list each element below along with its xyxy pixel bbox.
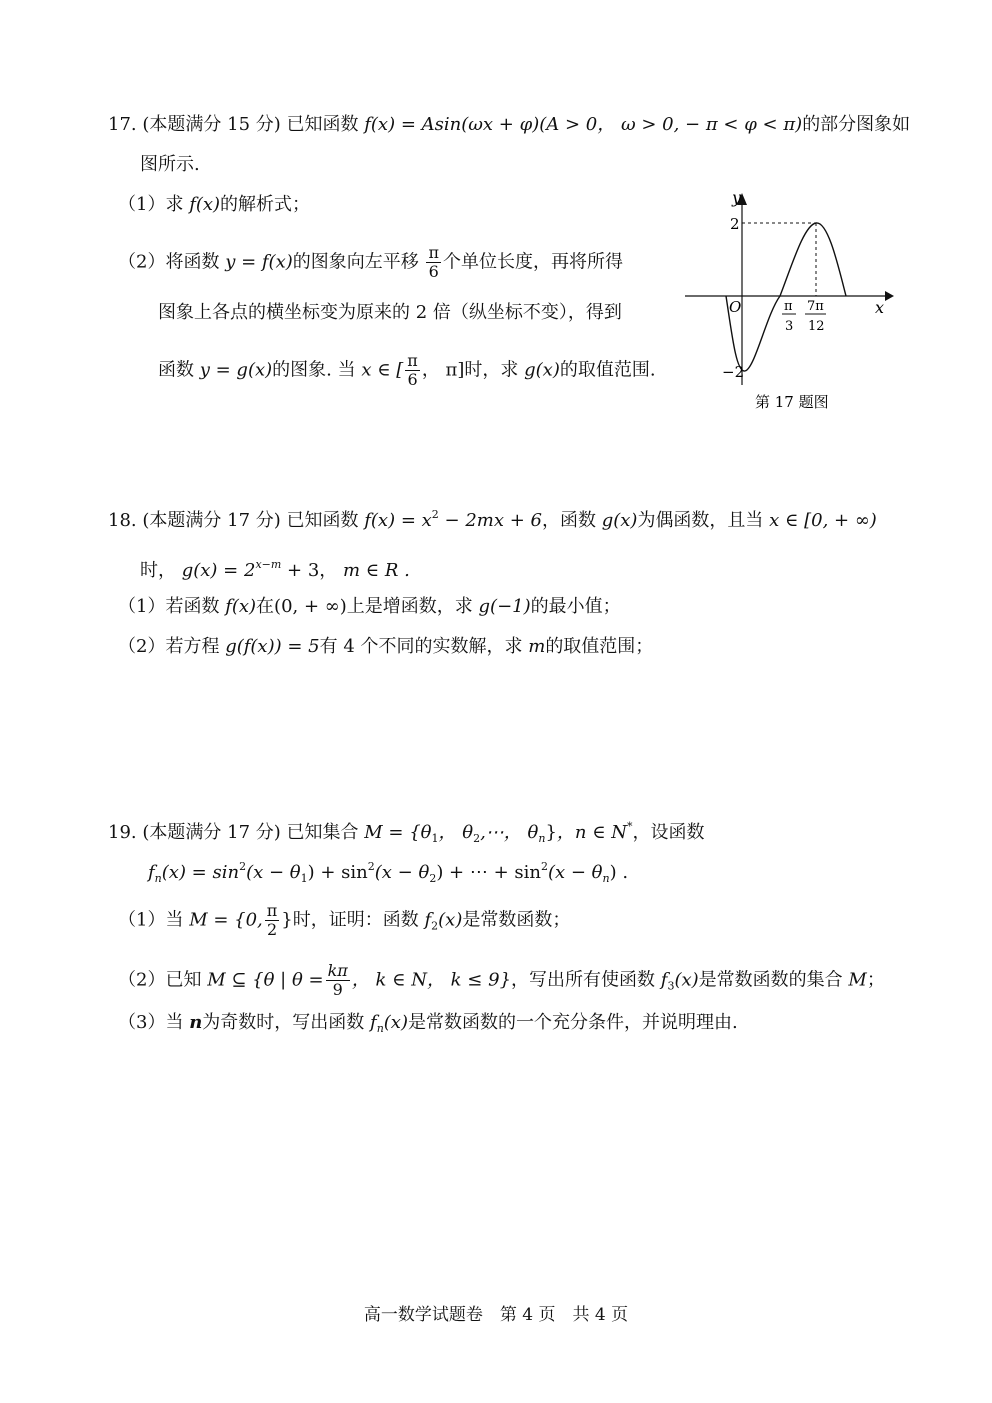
q17-graph [680,185,900,415]
q17-line2: 图所示. [140,154,200,175]
page-footer: 高一数学试题卷 第 4 页 共 4 页 [363,1305,629,1325]
q18-part2: （2）若方程 g(f(x)) = 5有 4 个不同的实数解，求 m的取值范围； [118,636,654,657]
graph-caption: 第 17 题图 [755,393,829,411]
q17-number: 17. [108,114,137,135]
q19-line1: 19. (本题满分 17 分) 已知集合 $M = \{\theta_1$， $\theta_2,\cdots$， $\theta_n$}，n ∈ N*，设函数 [108,820,705,845]
fraction-pi-6: $\frac{\pi}{6}$ [428,243,439,281]
q17-part2-line3: 函数 y = g(x)的图象. 当 x ∈ [ $\frac{\pi}{6}$ ， π]时，求 g(x)的取值范围. [158,351,656,389]
q19-function-def: $f_n(x) = \sin^2(x - \theta_1) + \sin^2(x - \theta_2)$ + ⋯ + $\sin^2(x - \theta_n)$ . [148,860,629,885]
q17-part1: （1）求 f(x)的解析式； [118,194,311,215]
tick-7pi-12-num: 7π [807,299,824,314]
q17-part2-line2: 图象上各点的横坐标变为原来的 2 倍（纵坐标不变），得到 [158,302,622,323]
tick-pi-3-den: 3 [785,319,794,334]
sine-curve [726,223,846,371]
q18-line2: 时， $g(x) = 2^{x-m} + 3$， m ∈ R . [140,558,410,581]
q17-function: f(x) = Asin(ωx + φ)(A > 0， ω > 0, − π < φ < π) [364,114,803,135]
q17-score: (本题满分 15 分) [142,114,281,135]
q17-line1: 17. (本题满分 15 分) 已知函数 f(x) = Asin(ωx + φ)(A > 0， ω > 0, − π < φ < π)的部分图象如 [108,114,911,135]
tick-pi-3-num: π [784,299,793,314]
x-axis-arrow [885,291,894,301]
q18-line1: 18. (本题满分 17 分) 已知函数 $f(x) = x^2 - 2mx + 6$，函数 g(x)为偶函数，且当 x ∈ [0, + ∞) [108,508,877,531]
tick-7pi-12-den: 12 [808,319,825,334]
q19-part1: （1）当 M = {0, $\frac{\pi}{2}$ }时，证明：函数 $f_2(x)$是常数函数； [118,901,571,939]
q17-part2-line1: （2）将函数 y = f(x)的图象向左平移 $\frac{\pi}{6}$ 个单位长度，再将所得 [118,243,623,281]
y-axis-label: y [732,188,742,207]
q19-part3: （3）当 n为奇数时，写出函数 $f_n(x)$是常数函数的一个充分条件，并说明理由. [118,1012,738,1035]
x-axis-label: x [875,298,885,317]
y-max-label: 2 [730,215,740,233]
fraction-kpi-9: $\frac{k\pi}{9}$ [327,961,348,999]
fraction-pi-6-b: $\frac{\pi}{6}$ [407,351,418,389]
y-min-label: −2 [722,363,745,381]
q18-part1: （1）若函数 f(x)在(0, + ∞)上是增函数，求 g(−1)的最小值； [118,596,621,617]
q19-part2: （2）已知 M ⊆ {θ | θ = $\frac{k\pi}{9}$ ， k ∈ N， k ≤ 9}，写出所有使函数 $f_3(x)$是常数函数的集合 M； [118,961,885,999]
origin-label: O [729,298,742,316]
fraction-pi-2: $\frac{\pi}{2}$ [266,901,278,939]
